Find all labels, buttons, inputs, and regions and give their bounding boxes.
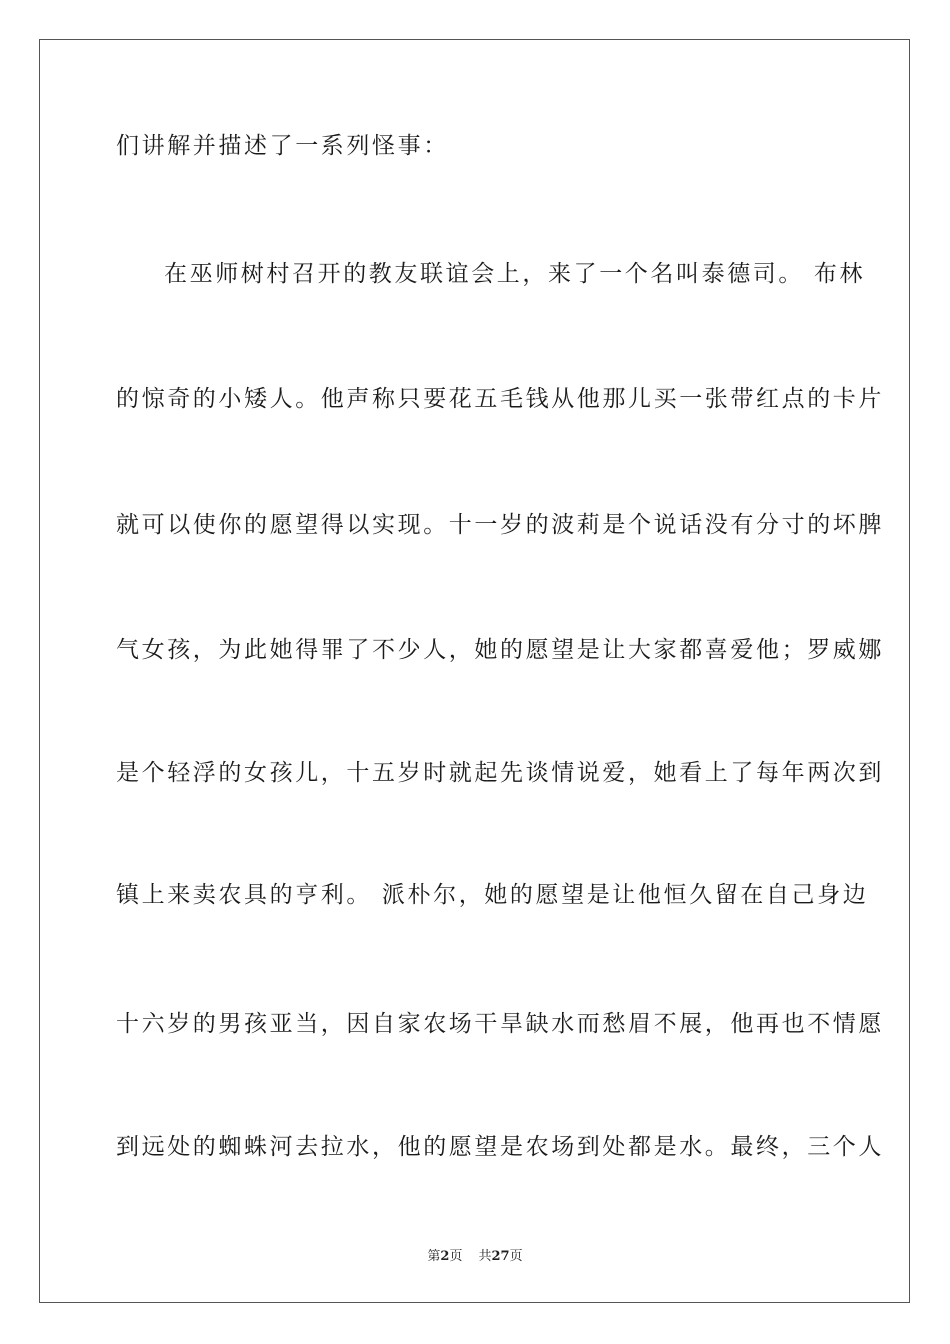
text-line-1: 们讲解并描述了一系列怪事： [116, 133, 449, 159]
text-line-8: 十六岁的男孩亚当，因自家农场干旱缺水而愁眉不展，他再也不情愿 [116, 1011, 884, 1037]
current-page-number: 2 [440, 1249, 450, 1264]
text-line-3: 的惊奇的小矮人。他声称只要花五毛钱从他那儿买一张带红点的卡片 [116, 386, 884, 412]
page-suffix: 页 [449, 1249, 463, 1264]
text-line-2: 在巫师树村召开的教友联谊会上，来了一个名叫泰德司。 布林 [164, 261, 866, 287]
total-page-count: 27 [491, 1249, 510, 1264]
text-line-9: 到远处的蜘蛛河去拉水，他的愿望是农场到处都是水。最终，三个人 [116, 1134, 884, 1160]
total-suffix: 页 [509, 1249, 523, 1264]
text-line-7: 镇上来卖农具的亨利。 派朴尔，她的愿望是让他恒久留在自己身边 [116, 882, 869, 908]
page-border [39, 39, 910, 1303]
text-line-6: 是个轻浮的女孩儿，十五岁时就起先谈情说爱，她看上了每年两次到 [116, 760, 884, 786]
total-prefix: 共 [478, 1249, 492, 1264]
text-line-5: 气女孩，为此她得罪了不少人，她的愿望是让大家都喜爱他；罗威娜 [116, 637, 884, 663]
text-line-4: 就可以使你的愿望得以实现。十一岁的波莉是个说话没有分寸的坏脾 [116, 512, 884, 538]
page-footer [0, 1248, 950, 1266]
page-prefix: 第 [427, 1249, 441, 1264]
